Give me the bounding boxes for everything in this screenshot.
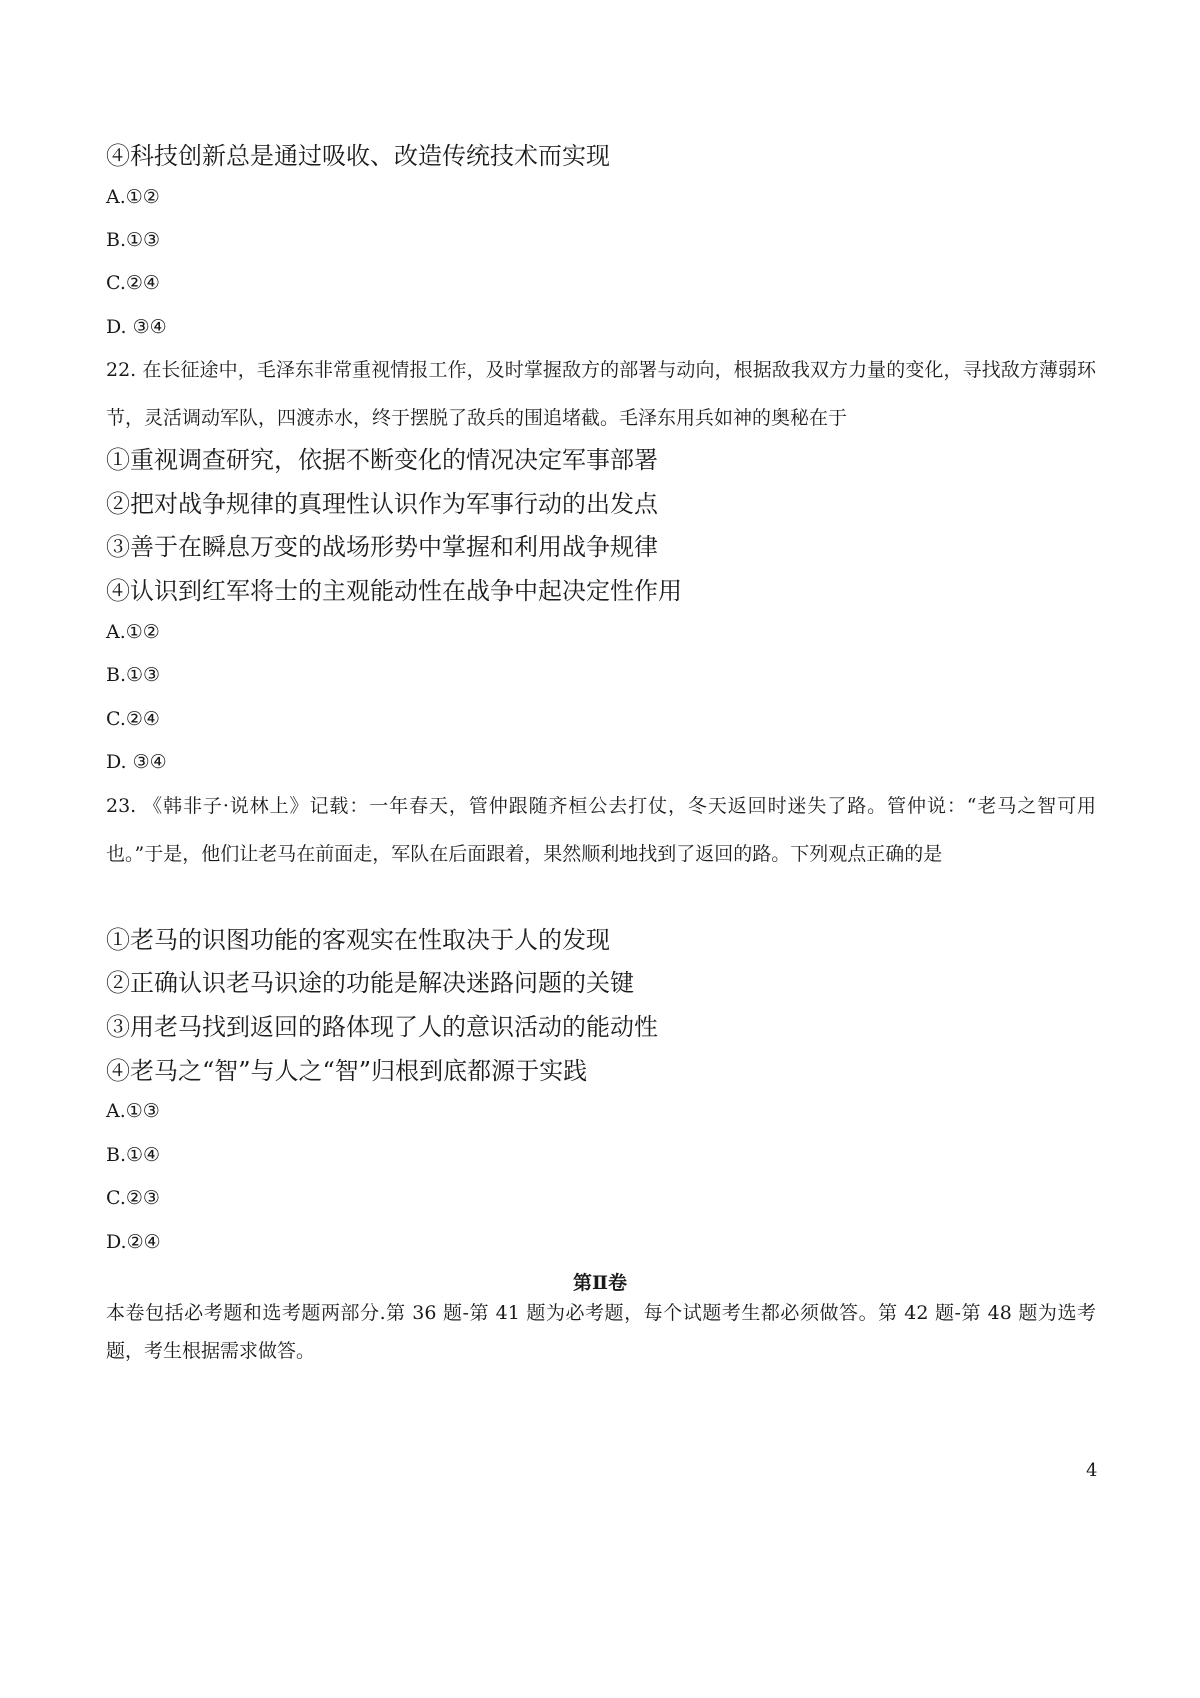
q23-statement-1: ①老马的识图功能的客观实在性取决于人的发现 <box>106 926 610 954</box>
q22-statement-2: ②把对战争规律的真理性认识作为军事行动的出发点 <box>106 490 658 518</box>
q23-option-a: A.①③ <box>106 1100 160 1122</box>
q21-option-a: A.①② <box>106 186 160 208</box>
q23-option-c: C.②③ <box>106 1187 160 1209</box>
q21-option-b: B.①③ <box>106 229 161 251</box>
q22-statement-1: ①重视调查研究，依据不断变化的情况决定军事部署 <box>106 446 658 474</box>
q22-option-b: B.①③ <box>106 664 161 686</box>
q23-option-d: D.②④ <box>106 1231 161 1253</box>
q23-statement-3: ③用老马找到返回的路体现了人的意识活动的能动性 <box>106 1013 658 1041</box>
q22-option-c: C.②④ <box>106 708 160 730</box>
q22-statement-4: ④认识到红军将士的主观能动性在战争中起决定性作用 <box>106 577 682 605</box>
q22-statement-3: ③善于在瞬息万变的战场形势中掌握和利用战争规律 <box>106 533 658 561</box>
page-number: 4 <box>1086 1460 1098 1481</box>
q22-option-a: A.①② <box>106 621 160 643</box>
q23-statement-2: ②正确认识老马识途的功能是解决迷路问题的关键 <box>106 969 634 997</box>
q21-statement-4: ④科技创新总是通过吸收、改造传统技术而实现 <box>106 142 610 170</box>
q22-stem: 22. 在长征途中，毛泽东非常重视情报工作，及时掌握敌方的部署与动向，根据敌我双方力量的变化，寻找敌方薄弱环节，灵活调动军队，四渡赤水，终于摆脱了敌兵的围追堵截。毛泽东用兵如神的奥秘在于 <box>106 359 1096 429</box>
q21-option-d: D. ③④ <box>106 316 167 338</box>
q22-option-d: D. ③④ <box>106 751 167 773</box>
q23-option-b: B.①④ <box>106 1144 161 1166</box>
part2-description: 本卷包括必考题和选考题两部分.第 36 题-第 41 题为必考题，每个试题考生都必须做答。第 42 题-第 48 题为选考题，考生根据需求做答。 <box>106 1302 1096 1362</box>
q21-option-c: C.②④ <box>106 272 160 294</box>
q23-statement-4: ④老马之“智”与人之“智”归根到底都源于实践 <box>106 1057 588 1085</box>
part2-title: 第Ⅱ卷 <box>572 1272 627 1294</box>
q23-stem: 23. 《韩非子·说林上》记载：一年春天，管仲跟随齐桓公去打仗，冬天返回时迷失了路。管仲说：“老马之智可用也。”于是，他们让老马在前面走，军队在后面跟着，果然顺利地找到了返回的路。下列观点正确的是 <box>106 795 1096 865</box>
